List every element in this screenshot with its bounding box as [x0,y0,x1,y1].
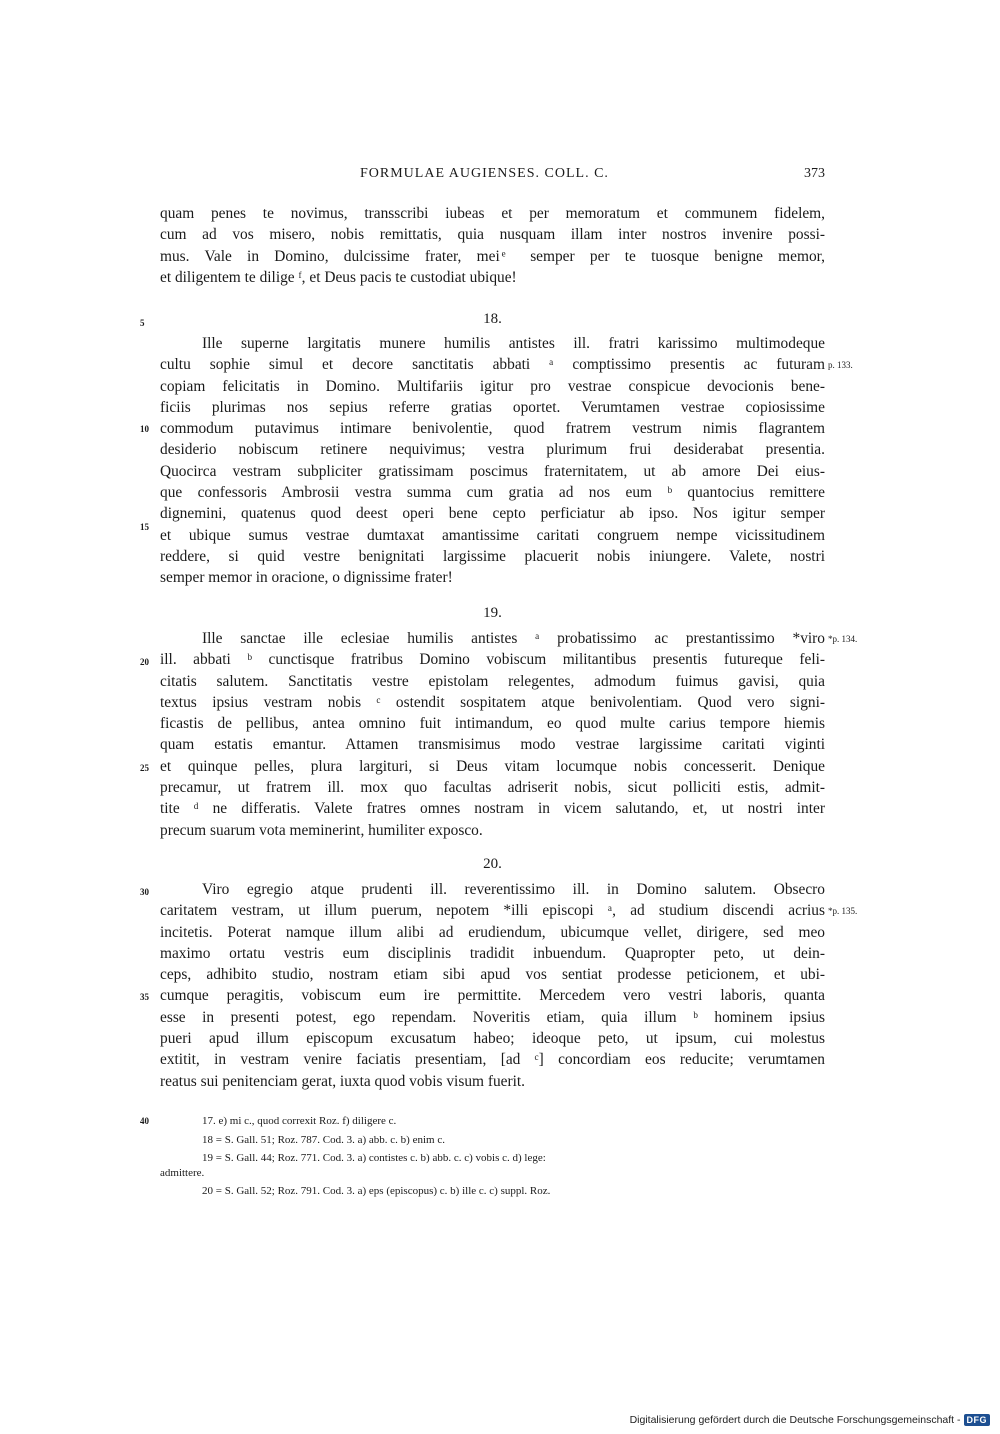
section-18-text [160,333,825,589]
text-line: quam estatis emantur. Attamen transmisimus modo vestrae largissime caritati viginti [160,736,825,754]
text-line: citatis salutem. Sanctitatis vestre epistolam relegentes, admodum fuimus gavisi, quia [160,672,825,690]
page-number: 373 [804,166,825,181]
text-line: commodum putavimus intimare benivolentie, quod fratrem vestrum nimis flagrantem [160,420,825,438]
text-line: ill. abbati ᵇ cunctisque fratribus Domino vobiscum militantibus presentis futureque feli- [160,651,825,669]
text-line: que confessoris Ambrosii vestra summa cum gratia ad nos eum ᵇ quantocius remittere [160,484,825,502]
intro-paragraph [160,203,825,288]
text-line: extitit, in vestram venire faciatis presentiam, [ad ᶜ] concordiam eos reducite; verumtamen [160,1051,825,1069]
footnote-line: 19 = S. Gall. 44; Roz. 771. Cod. 3. a) contistes c. b) abb. c. c) vobis c. d) lege: [202,1152,546,1164]
text-line: ficastis de pellibus, antea omnino fuit intimandum, eo quod multe carius tempore hiemis [160,715,825,733]
text-line: mus. Vale in Domino, dulcissime frater, mei ͤ semper per te tuosque benigne memor, [160,247,825,265]
footnote-line: admittere. [160,1166,205,1179]
margin-page-reference: p. 133. [828,360,853,370]
text-line: reddere, si quid vestre benignitati largissime placuerit nobis iniungere. Valete, nostri [160,547,825,565]
text-line: textus ipsius vestram nobis ᶜ ostendit sospitatem atque benivolentiam. Quod vero signi- [160,693,825,711]
text-line: tite ᵈ ne differatis. Valete fratres omnes nostram in vicem salutando, et, ut nostri inter [160,800,825,818]
section-number: 19. [483,605,502,621]
margin-page-reference: *p. 134. [828,634,858,644]
text-line: cultu sophie simul et decore sanctitatis abbati ᵃ comptissimo presentis ac futuram [160,356,825,374]
text-line: caritatem vestram, ut illum puerum, nepotem *illi episcopi ᵃ, ad studium discendi acrius [160,902,825,920]
text-line: semper memor in oracione, o dignissime frater! [160,569,453,587]
text-line: incitetis. Poterat namque illum alibi ad erudiendum, ubicumque vellet, dirigere, sed meo [160,923,825,941]
text-line: esse in presenti potest, ego rependam. Noveritis etiam, quia illum ᵇ hominem ipsius [160,1008,825,1026]
section-number: 20. [483,856,502,872]
text-line: desiderio nobiscum retinere nequivimus; vestra plurimum frui desiderabat presentia. [160,441,825,459]
section-number: 18. [483,311,502,327]
footer-text: Digitalisierung gefördert durch die Deutsche Forschungsgemeinschaft - [629,1414,961,1426]
text-line: et diligentem te dilige ᶠ, et Deus pacis te custodiat ubique! [160,268,517,286]
line-number: 15 [140,522,149,532]
footnote-line: 20 = S. Gall. 52; Roz. 791. Cod. 3. a) eps (episcopus) c. b) ille c. c) suppl. Roz. [202,1185,551,1197]
footnotes [160,1112,825,1201]
text-line: dignemini, quatenus quod deest operi bene cepto perficiatur ab ipso. Nos igitur semper [160,505,825,523]
footnote-line: 18 = S. Gall. 51; Roz. 787. Cod. 3. a) abb. c. b) enim c. [202,1133,445,1146]
line-number: 40 [140,1116,149,1126]
text-line: et ubique sumus vestrae dumtaxat amantissime caritati congruem nempe vicissitudinem [160,526,825,544]
line-number: 20 [140,657,149,667]
text-line: reatus sui penitenciam gerat, iuxta quod vobis visum fuerit. [160,1072,526,1090]
text-line: ceps, adhibito studio, nostram etiam sibi apud vos sentiat prodesse peticionem, et ubi- [160,966,825,984]
text-line: cumque peragitis, vobiscum eum ire permittite. Mercedem vero vestri laboris, quanta [160,987,825,1005]
text-line: Viro egregio atque prudenti ill. reverentissimo ill. in Domino salutem. Obsecro [202,881,825,898]
section-19-text [160,628,825,841]
text-line: copiam felicitatis in Domino. Multifariis igitur pro vestrae conspicue devocionis bene- [160,377,825,395]
running-title: FORMULAE AUGIENSES. COLL. C. [360,166,609,181]
running-header [160,166,825,186]
text-line: precamur, ut fratrem ill. mox quo facultas adriserit nobis, sicut polliciti estis, admit- [160,779,825,797]
text-line: pueri apud illum episcopum excusatum habeo; ideoque peto, ut ipsum, cui molestus [160,1030,825,1048]
text-line: cum ad vos misero, nobis remittatis, quia nusquam illam inter nostros invenire possi- [160,226,825,244]
line-number: 25 [140,763,149,773]
text-line: Quocirca vestram subpliciter gratissimam poscimus fraternitatem, ut ab amore Dei eius- [160,462,825,480]
text-line: maximo ortatu vestris eum disciplinis tradidit inbuendum. Quapropter peto, ut dein- [160,944,825,962]
text-line: ficiis plurimas nos sepius referre gratias oportet. Verumtamen vestrae copiosissime [160,398,825,416]
text-line: quam penes te novimus, transscribi iubeas et per memoratum et communem fidelem, [160,205,825,222]
line-number: 10 [140,424,149,434]
line-number: 30 [140,887,149,897]
text-line: Ille superne largitatis munere humilis antistes ill. fratri karissimo multimodeque [202,335,825,352]
section-20-text [160,879,825,1092]
digitization-footer [630,1414,990,1426]
text-line: precum suarum vota meminerint, humiliter exposco. [160,821,483,839]
line-number: 35 [140,992,149,1002]
line-number: 5 [140,318,145,328]
dfg-logo: DFG [964,1414,991,1426]
text-line: Ille sanctae ille eclesiae humilis antistes ᵃ probatissimo ac prestantissimo *viro [202,630,825,647]
text-line: et quinque pelles, plura largituri, si Deus vitam locumque nobis concesserit. Denique [160,757,825,775]
footnote-line: 17. e) mi c., quod correxit Roz. f) diligere c. [202,1115,397,1127]
margin-page-reference: *p. 135. [828,906,858,916]
